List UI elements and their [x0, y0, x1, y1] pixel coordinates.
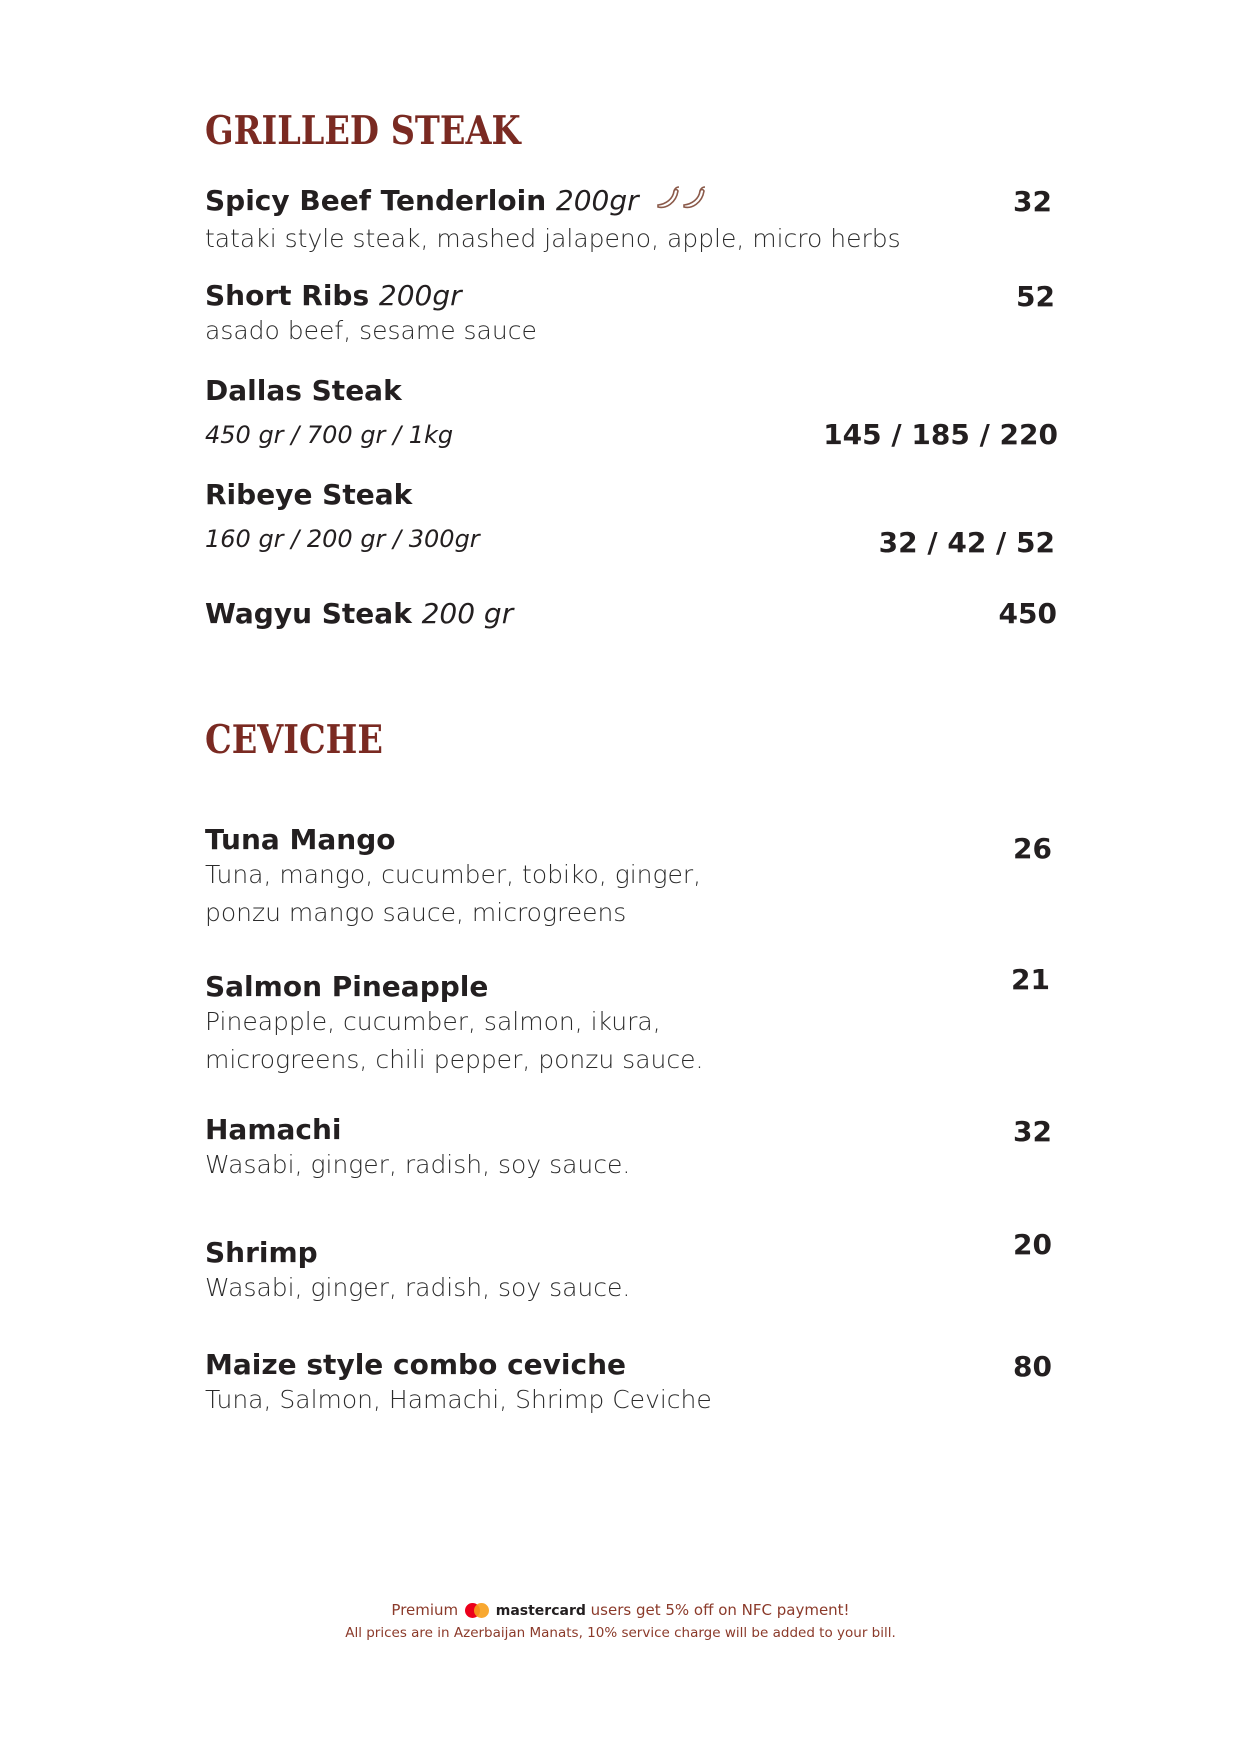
item-price: 450: [998, 597, 1057, 630]
item-price: 145 / 185 / 220: [823, 418, 1058, 451]
section-title-ceviche: CEVICHE: [205, 717, 383, 763]
chili-pepper-icon: [654, 185, 710, 220]
item-description-line: Tuna, mango, cucumber, tobiko, ginger,: [205, 860, 702, 889]
item-name: Salmon Pineapple: [205, 970, 489, 1003]
menu-item-maize-combo-ceviche: [205, 1348, 1075, 1419]
item-name: Dallas Steak: [205, 374, 402, 407]
footer-promo-text: users get 5% off on NFC payment!: [590, 1601, 850, 1619]
menu-item-salmon-pineapple: [205, 970, 1075, 1079]
item-description-line: microgreens, chili pepper, ponzu sauce.: [205, 1045, 704, 1074]
footer-note: All prices are in Azerbaijan Manats, 10% service charge will be added to your bill.: [345, 1625, 896, 1641]
item-name: Spicy Beef Tenderloin: [205, 184, 547, 217]
menu-item-spicy-beef-tenderloin: [205, 184, 1075, 258]
menu-item-shrimp: [205, 1236, 1075, 1307]
item-price: 20: [1013, 1228, 1052, 1261]
menu-item-hamachi: [205, 1113, 1075, 1184]
menu-item-wagyu-steak: [205, 597, 1075, 630]
item-description-line: Wasabi, ginger, radish, soy sauce.: [205, 1273, 631, 1302]
item-description: asado beef, sesame sauce: [205, 316, 537, 345]
item-name: Shrimp: [205, 1236, 318, 1269]
item-name: Tuna Mango: [205, 823, 396, 856]
item-price: 80: [1013, 1350, 1052, 1383]
footer-premium: Premium: [391, 1601, 459, 1619]
item-price: 32 / 42 / 52: [878, 526, 1055, 559]
item-price: 32: [1013, 185, 1052, 218]
item-name: Ribeye Steak: [205, 478, 413, 511]
footer-promo: [0, 1601, 1241, 1619]
item-price: 32: [1013, 1115, 1052, 1148]
mastercard-logo-icon: [465, 1603, 489, 1618]
item-description: tataki style steak, mashed jalapeno, apple, micro herbs: [205, 223, 901, 253]
item-name: Hamachi: [205, 1113, 342, 1146]
item-price: 21: [1011, 963, 1050, 996]
footer: [0, 1601, 1241, 1641]
item-description-line: Pineapple, cucumber, salmon, ikura,: [205, 1007, 661, 1036]
item-description-line: ponzu mango sauce, microgreens: [205, 898, 627, 927]
menu-item-tuna-mango: [205, 823, 1075, 932]
menu-item-short-ribs: [205, 279, 1075, 350]
item-description-line: Tuna, Salmon, Hamachi, Shrimp Ceviche: [205, 1385, 712, 1414]
item-sizes: 450 gr / 700 gr / 1kg: [205, 421, 454, 449]
item-description-line: Wasabi, ginger, radish, soy sauce.: [205, 1150, 631, 1179]
item-weight: 200gr: [378, 279, 462, 312]
section-title-grilled-steak: GRILLED STEAK: [205, 108, 521, 154]
footer-card-word: mastercard: [495, 1603, 586, 1619]
item-name: Short Ribs: [205, 279, 370, 312]
item-price: 52: [1016, 280, 1055, 313]
item-name: Wagyu Steak: [205, 597, 412, 630]
item-weight: 200gr: [555, 184, 639, 217]
item-weight: 200 gr: [421, 597, 514, 630]
item-price: 26: [1013, 832, 1052, 865]
item-sizes: 160 gr / 200 gr / 300gr: [205, 525, 480, 553]
item-name: Maize style combo ceviche: [205, 1348, 627, 1381]
